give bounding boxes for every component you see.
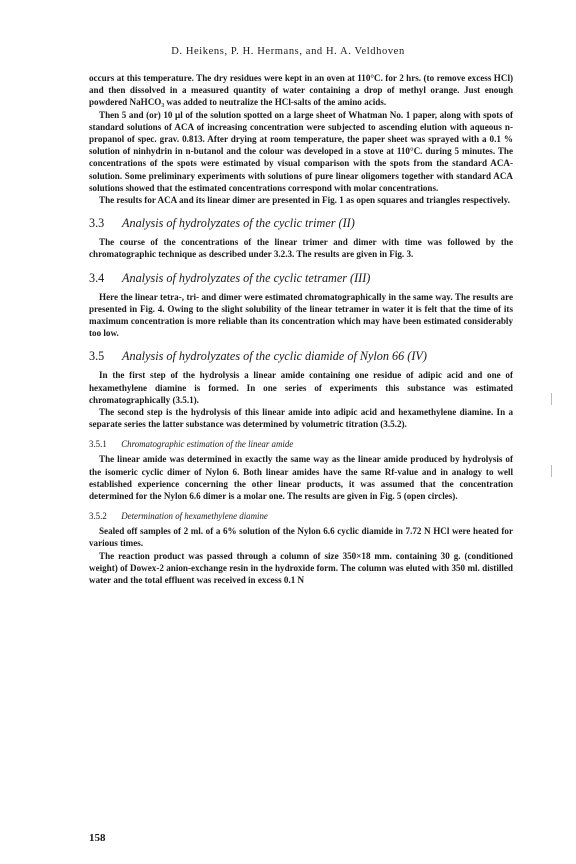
section-title: Analysis of hydrolyzates of the cyclic trimer (II) xyxy=(122,216,355,231)
section-title: Analysis of hydrolyzates of the cyclic tetramer (III) xyxy=(122,270,371,285)
subsection-title: Determination of hexamethylene diamine xyxy=(121,511,268,522)
paragraph: occurs at this temperature. The dry residues were kept in an oven at 110°C. for 2 hrs. (to remove excess HCl) and then dissolved in a measured quantity of water containing a drop of methyl orange. Just enough powdered NaHCO₃ was added to neutralize the HCl-salts of the amino acids. xyxy=(89,73,513,108)
section-title: Analysis of hydrolyzates of the cyclic diamide of Nylon 66 (IV) xyxy=(122,349,427,364)
paragraph: The results for ACA and its linear dimer are presented in Fig. 1 as open squares and triangles respectively. xyxy=(99,195,510,206)
paragraph: Here the linear tetra-, tri- and dimer were estimated chromatographically in the same way. The results are presented in Fig. 4. Owing to the slight solubility of the linear tetramer in water it is felt that the time of its maximum concentration is more reliable than its concentration which may have been estimated considerably too low. xyxy=(89,291,513,339)
section-heading-3-5 xyxy=(89,349,513,364)
section-heading-3-3 xyxy=(89,216,513,231)
paragraph: The reaction product was passed through a column of size 350×18 mm. containing 30 g. (conditioned weight) of Dowex-2 anion-exchange resin in the hydroxide form. The column was eluted with 350 ml. distilled water and the total effluent was received in excess 0.1 N xyxy=(89,550,513,586)
subsection-number: 3.5.2 xyxy=(89,511,107,522)
paragraph: The course of the concentrations of the linear trimer and dimer with time was followed by the chromatographic technique as described under 3.2.3. The results are given in Fig. 3. xyxy=(89,237,513,260)
subsection-title: Chromatographic estimation of the linear amide xyxy=(121,439,294,450)
paragraph: The linear amide was determined in exactly the same way as the linear amide produced by hydrolysis of the isomeric cyclic dimer of Nylon 6. Both linear amides have the same Rf-value and in analogy to well established experience concerning the other linear products, it was assumed that the concentration determined for the Nylon 6.6 dimer is a molar one. The results are given in Fig. 5 (open circles). xyxy=(89,454,513,502)
page-number: 158 xyxy=(89,832,106,844)
body-text xyxy=(89,72,513,586)
section-number: 3.3 xyxy=(89,216,105,231)
paragraph: In the first step of the hydrolysis a linear amide containing one residue of adipic acid and one of hexamethylene diamine is formed. In one series of experiments this substance was estimated chromatographically (3.5.1). xyxy=(89,370,513,405)
margin-mark xyxy=(551,465,552,477)
section-number: 3.4 xyxy=(89,270,105,285)
subsection-number: 3.5.1 xyxy=(89,439,107,450)
running-head: D. Heikens, P. H. Hermans, and H. A. Veldhoven xyxy=(171,46,405,57)
paragraph: The second step is the hydrolysis of this linear amide into adipic acid and hexamethylene diamine. In a separate series the latter substance was determined by volumetric titration (3.5.2). xyxy=(89,407,513,430)
subsection-heading-3-5-1 xyxy=(89,438,513,450)
paragraph: Then 5 and (or) 10 µl of the solution spotted on a large sheet of Whatman No. 1 paper, along with spots of standard solutions of ACA of increasing concentration were subjected to ascending elution with aqueous n-propanol of spec. grav. 0.813. After drying at room temperature, the paper sheet was sprayed with a 0.1 % solution of ninhydrin in n-butanol and the colour was developed in a stove at 110°C. during 5 minutes. The concentrations of the spots were estimated by visual comparison with the spots from the standard ACA-solution. Some preliminary experiments with solutions of pure linear oligomers together with standard ACA solutions showed that the estimated concentrations correspond with molar concentrations. xyxy=(89,109,513,193)
subsection-heading-3-5-2 xyxy=(89,510,513,522)
paragraph: Sealed off samples of 2 ml. of a 6% solution of the Nylon 6.6 cyclic diamide in 7.72 N HCl were heated for various times. xyxy=(89,526,513,549)
section-heading-3-4 xyxy=(89,271,513,286)
margin-mark xyxy=(551,393,552,405)
section-number: 3.5 xyxy=(89,349,105,364)
